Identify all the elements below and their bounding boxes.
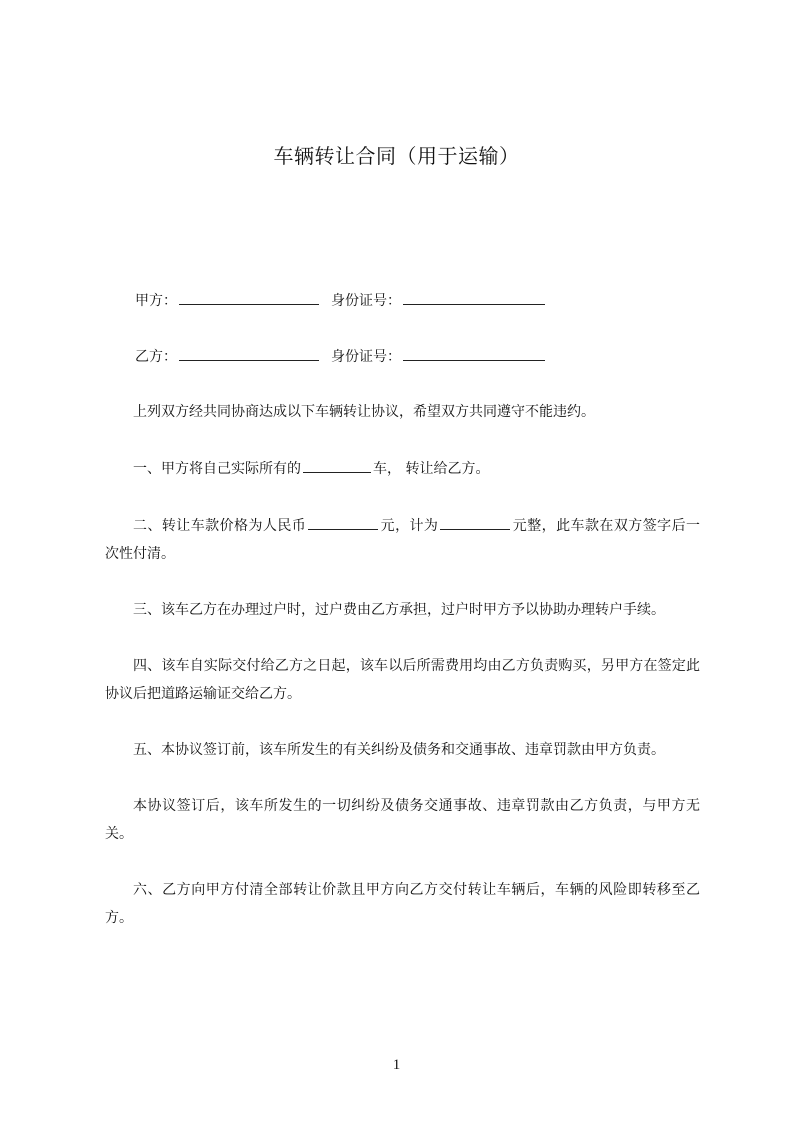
party-a-name-blank: [179, 286, 319, 305]
price-words-blank: [440, 511, 510, 530]
clause-1: [105, 454, 700, 483]
document-body: [105, 286, 700, 932]
party-a-id-blank: [403, 286, 545, 305]
clause-5: 五、本协议签订前，该车所发生的有关纠纷及债务和交通事故、违章罚款由甲方负责。: [133, 742, 665, 758]
clause-6: 六、乙方向甲方付清全部转让价款且甲方向乙方交付转让车辆后，车辆的风险即转移至乙方。: [105, 882, 700, 926]
party-b-id-label: 身份证号：: [331, 349, 401, 365]
clause-2-after: 元整，此车款在双方签字后一次性付清。: [105, 518, 701, 562]
party-a-label: 甲方：: [135, 293, 177, 309]
clause-2: [105, 511, 700, 568]
clause-2-mid: 元，计为: [380, 518, 439, 534]
clause-4: 四、该车自实际交付给乙方之日起，该车以后所需费用均由乙方负责购买，另甲方在签定此协议后把道路运输证交给乙方。: [105, 658, 700, 702]
document-title: 车辆转让合同（用于运输）: [273, 144, 520, 168]
intro-paragraph: 上列双方经共同协商达成以下车辆转让协议，希望双方共同遵守不能违约。: [133, 404, 595, 420]
clause-5b: 本协议签订后，该车所发生的一切纠纷及债务交通事故、违章罚款由乙方负责，与甲方无关。: [105, 798, 700, 842]
party-b-name-blank: [179, 342, 319, 361]
clause-3: 三、该车乙方在办理过户时，过户费由乙方承担，过户时甲方予以协助办理转户手续。: [133, 602, 665, 618]
clause-2-before: 二、转让车款价格为人民币: [133, 518, 307, 534]
clause-1-after: 车， 转让给乙方。: [373, 461, 490, 477]
clause-1-before: 一、甲方将自己实际所有的: [133, 461, 301, 477]
vehicle-blank: [303, 454, 371, 473]
party-a-id-label: 身份证号：: [331, 293, 401, 309]
party-b-label: 乙方：: [135, 349, 177, 365]
page-number: 1: [392, 1057, 401, 1073]
party-a-line: [105, 286, 700, 314]
party-b-line: [105, 342, 700, 370]
price-blank: [308, 511, 378, 530]
party-b-id-blank: [403, 342, 545, 361]
